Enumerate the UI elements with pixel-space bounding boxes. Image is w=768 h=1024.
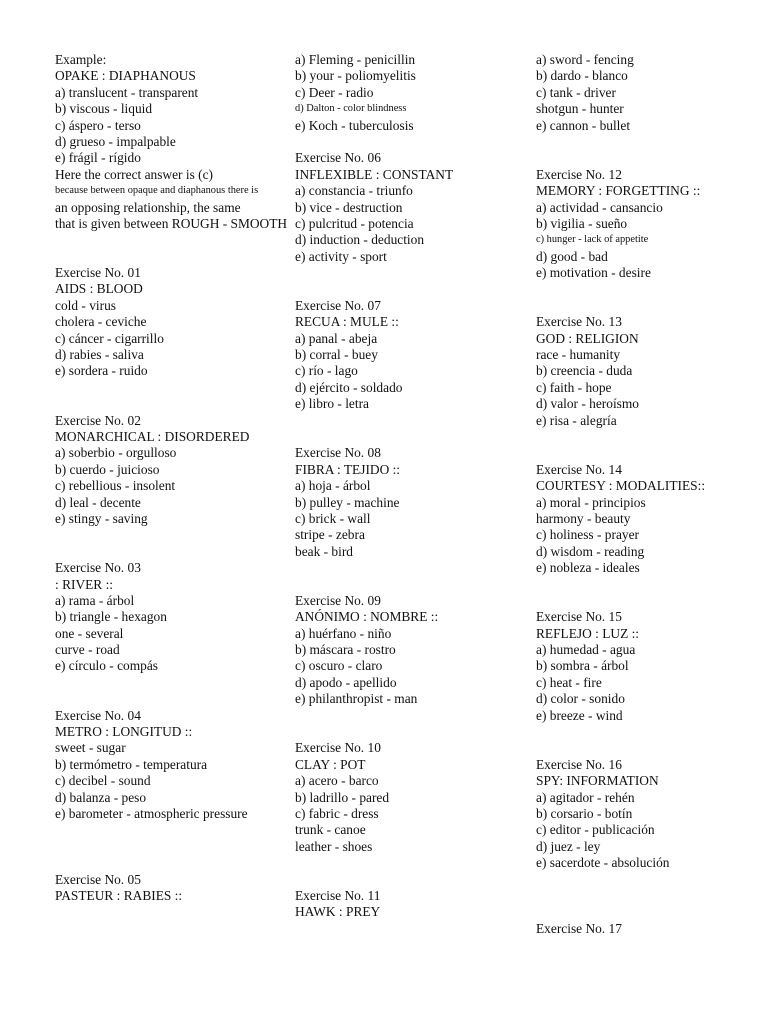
text-line: d) induction - deduction xyxy=(295,232,425,248)
text-line: RECUA : MULE :: xyxy=(295,314,399,330)
text-line: AIDS : BLOOD xyxy=(55,281,143,297)
text-line: d) grueso - impalpable xyxy=(55,133,176,149)
text-line: b) creencia - duda xyxy=(536,363,633,379)
text-line: d) ejército - soldado xyxy=(295,379,403,395)
exercise-heading: Exercise No. 10 xyxy=(295,740,381,756)
blank-line xyxy=(55,232,280,248)
blank-line xyxy=(536,740,761,756)
exercise-heading: Exercise No. 07 xyxy=(295,297,381,313)
text-line: c) brick - wall xyxy=(295,510,371,526)
text-line: c) tank - driver xyxy=(536,84,616,100)
exercise-heading: Exercise No. 17 xyxy=(536,920,622,936)
text-line: METRO : LONGITUD :: xyxy=(55,724,193,740)
text-line: c) rebellious - insolent xyxy=(55,478,176,494)
text-line: b) dardo - blanco xyxy=(536,68,628,84)
text-line: cholera - ceviche xyxy=(55,314,147,330)
text-line: a) moral - principios xyxy=(536,494,646,510)
blank-line xyxy=(536,904,761,920)
text-line: d) valor - heroísmo xyxy=(536,396,640,412)
text-line: a) acero - barco xyxy=(295,773,379,789)
blank-line xyxy=(536,577,761,593)
text-line: d) rabies - saliva xyxy=(55,347,144,363)
text-line: d) balanza - peso xyxy=(55,789,147,805)
text-line: a) humedad - agua xyxy=(536,642,636,658)
exercise-heading: Exercise No. 01 xyxy=(55,265,141,281)
blank-line xyxy=(536,724,761,740)
text-line: : RIVER :: xyxy=(55,576,114,592)
text-line: c) editor - publicación xyxy=(536,822,655,838)
text-line: cold - virus xyxy=(55,297,116,313)
exercise-heading: Exercise No. 06 xyxy=(295,150,381,166)
text-line: one - several xyxy=(55,625,124,641)
blank-line xyxy=(295,855,520,871)
text-line: e) barometer - atmospheric pressure xyxy=(55,805,248,821)
text-line: b) termómetro - temperatura xyxy=(55,756,208,772)
text-line: e) sordera - ruido xyxy=(55,363,148,379)
text-line: c) heat - fire xyxy=(536,674,602,690)
text-line: e) Koch - tuberculosis xyxy=(295,117,414,133)
text-line: leather - shoes xyxy=(295,838,373,854)
text-line: e) motivation - desire xyxy=(536,265,651,281)
text-line: COURTESY : MODALITIES:: xyxy=(536,478,706,494)
text-line: MONARCHICAL : DISORDERED xyxy=(55,428,250,444)
blank-line xyxy=(55,249,280,265)
text-line: e) libro - letra xyxy=(295,396,369,412)
blank-line xyxy=(536,429,761,445)
text-line: sweet - sugar xyxy=(55,740,126,756)
exercise-heading: Exercise No. 15 xyxy=(536,609,622,625)
blank-line xyxy=(536,281,761,297)
text-line: a) panal - abeja xyxy=(295,330,378,346)
text-line: GOD : RELIGION xyxy=(536,330,639,346)
text-line: b) your - poliomyelitis xyxy=(295,68,416,84)
text-line: e) risa - alegría xyxy=(536,412,617,428)
text-line: c) pulcritud - potencia xyxy=(295,215,414,231)
text-line: c) holiness - prayer xyxy=(536,527,639,543)
text-line: d) leal - decente xyxy=(55,494,141,510)
blank-line xyxy=(536,593,761,609)
text-line: c) decibel - sound xyxy=(55,773,151,789)
text-line: d) good - bad xyxy=(536,248,608,264)
blank-line xyxy=(536,888,761,904)
blank-line xyxy=(295,577,520,593)
text-line: a) rama - árbol xyxy=(55,592,135,608)
blank-line xyxy=(55,822,280,838)
blank-line xyxy=(295,265,520,281)
text-line: c) Deer - radio xyxy=(295,84,374,100)
column-1 xyxy=(55,52,288,904)
exercise-heading: Exercise No. 05 xyxy=(55,871,141,887)
exercise-heading: Exercise No. 09 xyxy=(295,592,381,608)
text-line: a) translucent - transparent xyxy=(55,84,199,100)
text-line: PASTEUR : RABIES :: xyxy=(55,887,183,903)
blank-line xyxy=(55,527,280,543)
blank-line xyxy=(295,429,520,445)
blank-line xyxy=(295,413,520,429)
text-line: d) juez - ley xyxy=(536,838,601,854)
text-line: c) oscuro - claro xyxy=(295,658,383,674)
text-line: stripe - zebra xyxy=(295,527,365,543)
text-line: e) frágil - rígido xyxy=(55,150,141,166)
text-line: curve - road xyxy=(55,642,120,658)
text-line: OPAKE : DIAPHANOUS xyxy=(55,68,196,84)
text-line: e) stingy - saving xyxy=(55,510,148,526)
text-line: SPY: INFORMATION xyxy=(536,773,659,789)
exercise-heading: Exercise No. 02 xyxy=(55,412,141,428)
exercise-heading: Example: xyxy=(55,52,107,67)
blank-line xyxy=(295,724,520,740)
text-line: b) vice - destruction xyxy=(295,199,403,215)
text-line: a) hoja - árbol xyxy=(295,478,371,494)
text-line: a) actividad - cansancio xyxy=(536,199,663,215)
exercise-heading: Exercise No. 04 xyxy=(55,707,141,723)
blank-line xyxy=(536,150,761,166)
blank-line xyxy=(295,708,520,724)
text-line: race - humanity xyxy=(536,347,621,363)
exercise-heading: Exercise No. 14 xyxy=(536,461,622,477)
text-line: b) viscous - liquid xyxy=(55,101,153,117)
column-3 xyxy=(536,52,761,937)
text-line: a) Fleming - penicillin xyxy=(295,52,416,67)
text-line: because between opaque and diaphanous there is xyxy=(55,185,259,197)
text-line: HAWK : PREY xyxy=(295,904,381,920)
text-line: b) triangle - hexagon xyxy=(55,609,167,625)
blank-line xyxy=(295,134,520,150)
text-line: FIBRA : TEJIDO :: xyxy=(295,461,401,477)
text-line: c) áspero - terso xyxy=(55,117,141,133)
text-line: c) hunger - lack of appetite xyxy=(536,234,649,246)
text-line: Here the correct answer is (c) xyxy=(55,166,213,182)
text-line: a) soberbio - orgulloso xyxy=(55,445,177,461)
text-line: b) vigilia - sueño xyxy=(536,215,628,231)
text-line: e) philanthropist - man xyxy=(295,691,418,707)
text-line: shotgun - hunter xyxy=(536,101,624,117)
blank-line xyxy=(55,380,280,396)
text-line: e) nobleza - ideales xyxy=(536,560,640,576)
blank-line xyxy=(55,544,280,560)
text-line: a) huérfano - niño xyxy=(295,625,392,641)
text-line: d) Dalton - color blindness xyxy=(295,103,407,115)
text-line: a) sword - fencing xyxy=(536,52,634,67)
text-line: c) faith - hope xyxy=(536,379,612,395)
exercise-heading: Exercise No. 16 xyxy=(536,756,622,772)
blank-line xyxy=(536,872,761,888)
text-line: c) río - lago xyxy=(295,363,358,379)
text-line: b) corsario - botín xyxy=(536,805,633,821)
blank-line xyxy=(536,134,761,150)
blank-line xyxy=(536,298,761,314)
text-line: an opposing relationship, the same xyxy=(55,199,241,215)
text-line: e) círculo - compás xyxy=(55,658,158,674)
text-line: beak - bird xyxy=(295,543,354,559)
text-line: b) ladrillo - pared xyxy=(295,789,390,805)
text-line: b) máscara - rostro xyxy=(295,642,396,658)
text-line: e) breeze - wind xyxy=(536,707,623,723)
text-line: CLAY : POT xyxy=(295,756,366,772)
text-line: d) color - sonido xyxy=(536,691,625,707)
blank-line xyxy=(55,691,280,707)
blank-line xyxy=(295,281,520,297)
exercise-heading: Exercise No. 11 xyxy=(295,887,381,903)
text-line: e) sacerdote - absolución xyxy=(536,855,670,871)
blank-line xyxy=(55,839,280,855)
text-line: b) corral - buey xyxy=(295,347,378,363)
text-line: that is given between ROUGH - SMOOTH xyxy=(55,215,288,231)
text-line: e) activity - sport xyxy=(295,248,387,264)
column-2 xyxy=(295,52,520,921)
text-line: trunk - canoe xyxy=(295,822,366,838)
blank-line xyxy=(55,855,280,871)
text-line: a) constancia - triunfo xyxy=(295,183,413,199)
text-line: d) wisdom - reading xyxy=(536,543,645,559)
text-line: ANÓNIMO : NOMBRE :: xyxy=(295,609,439,625)
blank-line xyxy=(536,445,761,461)
blank-line xyxy=(55,675,280,691)
text-line: harmony - beauty xyxy=(536,510,631,526)
text-line: b) cuerdo - juicioso xyxy=(55,461,160,477)
text-line: REFLEJO : LUZ :: xyxy=(536,625,640,641)
text-line: d) apodo - apellido xyxy=(295,674,397,690)
exercise-heading: Exercise No. 08 xyxy=(295,445,381,461)
exercise-heading: Exercise No. 12 xyxy=(536,166,622,182)
text-line: MEMORY : FORGETTING :: xyxy=(536,183,701,199)
exercise-heading: Exercise No. 03 xyxy=(55,560,141,576)
text-line: b) sombra - árbol xyxy=(536,658,629,674)
text-line: c) fabric - dress xyxy=(295,805,379,821)
exercise-heading: Exercise No. 13 xyxy=(536,314,622,330)
text-line: a) agitador - rehén xyxy=(536,789,635,805)
blank-line xyxy=(55,396,280,412)
blank-line xyxy=(295,560,520,576)
blank-line xyxy=(295,872,520,888)
text-line: e) cannon - bullet xyxy=(536,117,631,133)
text-line: b) pulley - machine xyxy=(295,494,400,510)
text-line: c) cáncer - cigarrillo xyxy=(55,330,164,346)
text-line: INFLEXIBLE : CONSTANT xyxy=(295,166,454,182)
